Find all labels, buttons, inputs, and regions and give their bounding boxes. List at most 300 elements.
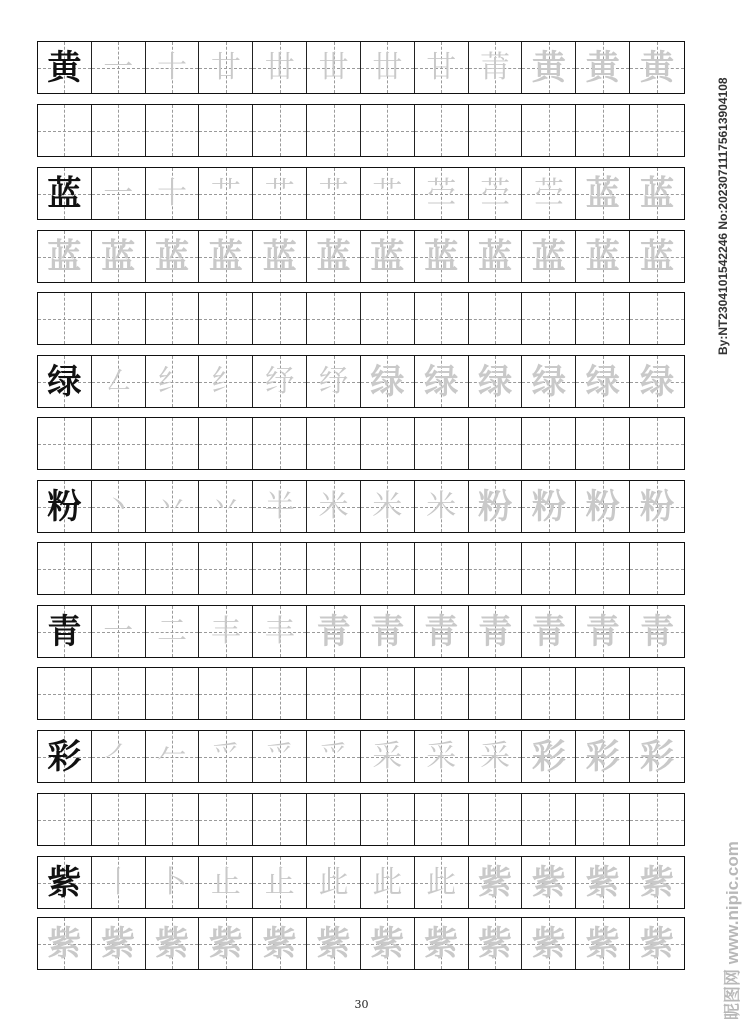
practice-row: [37, 917, 685, 970]
tian-grid-cell: [415, 543, 469, 594]
trace-character: 彩: [640, 736, 675, 777]
trace-character: 粉: [585, 486, 620, 527]
tian-grid-cell: [630, 168, 684, 219]
trace-character: 此: [426, 864, 457, 900]
tian-grid-cell: [307, 293, 361, 344]
tian-grid-cell: [199, 918, 253, 969]
practice-row: [37, 230, 685, 283]
tian-grid-cell: [253, 105, 307, 156]
page-number: 30: [354, 998, 369, 1011]
tian-grid-cell: [307, 794, 361, 845]
trace-character: 爫: [318, 738, 349, 774]
tian-grid-cell: [38, 105, 92, 156]
trace-character: 绿: [531, 361, 566, 402]
tian-grid-cell: [146, 857, 200, 908]
tian-grid-cell: [576, 794, 630, 845]
trace-character: 紫: [47, 923, 82, 964]
trace-character: 纾: [264, 363, 295, 399]
trace-character: 粉: [478, 486, 513, 527]
practice-row: [37, 355, 685, 408]
trace-character: 蓝: [155, 236, 190, 277]
tian-grid-cell: [630, 293, 684, 344]
tian-grid-cell: [469, 606, 523, 657]
tian-grid-cell: [199, 481, 253, 532]
tian-grid-cell: [38, 918, 92, 969]
model-character: 绿: [47, 361, 82, 402]
tian-grid-cell: [361, 543, 415, 594]
tian-grid-cell: [522, 543, 576, 594]
tian-grid-cell: [522, 105, 576, 156]
trace-character: 纟: [157, 363, 188, 399]
tian-grid-cell: [361, 481, 415, 532]
tian-grid-cell: [38, 168, 92, 219]
trace-character: 紫: [208, 923, 243, 964]
tian-grid-cell: [146, 42, 200, 93]
tian-grid-cell: [307, 606, 361, 657]
tian-grid-cell: [92, 42, 146, 93]
tian-grid-cell: [92, 731, 146, 782]
tian-grid-cell: [415, 668, 469, 719]
tian-grid-cell: [415, 293, 469, 344]
trace-character: 采: [372, 738, 403, 774]
trace-character: 艹: [264, 175, 295, 211]
tian-grid-cell: [38, 606, 92, 657]
tian-grid-cell: [576, 918, 630, 969]
practice-row: [37, 605, 685, 658]
tian-grid-cell: [199, 857, 253, 908]
trace-character: 蓝: [208, 236, 243, 277]
practice-row: [37, 104, 685, 157]
tian-grid-cell: [253, 42, 307, 93]
tian-grid-cell: [361, 231, 415, 282]
tian-grid-cell: [576, 418, 630, 469]
trace-character: 一: [103, 613, 134, 649]
tian-grid-cell: [253, 606, 307, 657]
tian-grid-cell: [361, 857, 415, 908]
trace-character: 蓝: [370, 236, 405, 277]
tian-grid-cell: [469, 481, 523, 532]
tian-grid-cell: [253, 356, 307, 407]
trace-character: 丰: [210, 613, 241, 649]
tian-grid-cell: [361, 731, 415, 782]
trace-character: 蓝: [478, 236, 513, 277]
trace-character: ㇜: [103, 363, 134, 399]
tian-grid-cell: [38, 731, 92, 782]
tian-grid-cell: [469, 418, 523, 469]
watermark-id-text: By:NT2304101542246 No:20230711175613904108: [716, 77, 730, 355]
trace-character: 青: [478, 611, 513, 652]
trace-character: 此: [372, 864, 403, 900]
practice-row: [37, 730, 685, 783]
tian-grid-cell: [630, 731, 684, 782]
tian-grid-cell: [576, 356, 630, 407]
trace-character: 丨: [103, 864, 134, 900]
tian-grid-cell: [415, 606, 469, 657]
trace-character: 紫: [370, 923, 405, 964]
tian-grid-cell: [576, 857, 630, 908]
tian-grid-cell: [630, 606, 684, 657]
trace-character: 紫: [478, 862, 513, 903]
tian-grid-cell: [253, 293, 307, 344]
tian-grid-cell: [469, 356, 523, 407]
trace-character: 蓝: [424, 236, 459, 277]
tian-grid-cell: [92, 418, 146, 469]
tian-grid-cell: [92, 857, 146, 908]
practice-row: [37, 41, 685, 94]
tian-grid-cell: [415, 356, 469, 407]
tian-grid-cell: [146, 543, 200, 594]
tian-grid-cell: [576, 731, 630, 782]
tian-grid-cell: [630, 356, 684, 407]
tian-grid-cell: [415, 42, 469, 93]
tian-grid-cell: [146, 418, 200, 469]
tian-grid-cell: [415, 418, 469, 469]
trace-character: 蓝: [47, 236, 82, 277]
trace-character: 紫: [531, 862, 566, 903]
tian-grid-cell: [199, 105, 253, 156]
trace-character: 蓝: [640, 236, 675, 277]
trace-character: 紫: [531, 923, 566, 964]
trace-character: 绿: [585, 361, 620, 402]
tian-grid-cell: [199, 418, 253, 469]
trace-character: 紫: [585, 923, 620, 964]
tian-grid-cell: [199, 293, 253, 344]
trace-character: 一: [103, 49, 134, 85]
tian-grid-cell: [92, 606, 146, 657]
tian-grid-cell: [253, 918, 307, 969]
tian-grid-cell: [361, 168, 415, 219]
tian-grid-cell: [361, 794, 415, 845]
trace-character: 苎: [426, 175, 457, 211]
model-character: 彩: [47, 736, 82, 777]
tian-grid-cell: [415, 481, 469, 532]
model-character: 紫: [47, 862, 82, 903]
tian-grid-cell: [146, 794, 200, 845]
tian-grid-cell: [469, 731, 523, 782]
tian-grid-cell: [522, 168, 576, 219]
trace-character: 彩: [585, 736, 620, 777]
tian-grid-cell: [307, 418, 361, 469]
tian-grid-cell: [522, 606, 576, 657]
tian-grid-cell: [630, 418, 684, 469]
tian-grid-cell: [146, 168, 200, 219]
tian-grid-cell: [253, 543, 307, 594]
tian-grid-cell: [199, 42, 253, 93]
trace-character: 米: [318, 488, 349, 524]
tian-grid-cell: [630, 481, 684, 532]
trace-character: 一: [103, 175, 134, 211]
tian-grid-cell: [522, 794, 576, 845]
trace-character: 黄: [531, 47, 566, 88]
tian-grid-cell: [630, 918, 684, 969]
trace-character: 黄: [585, 47, 620, 88]
tian-grid-cell: [38, 543, 92, 594]
trace-character: 蓝: [101, 236, 136, 277]
tian-grid-cell: [576, 293, 630, 344]
tian-grid-cell: [199, 168, 253, 219]
tian-grid-cell: [361, 918, 415, 969]
trace-character: 止: [210, 864, 241, 900]
tian-grid-cell: [630, 668, 684, 719]
trace-character: 蓝: [316, 236, 351, 277]
tian-grid-cell: [307, 731, 361, 782]
trace-character: 艹: [318, 175, 349, 211]
practice-row: [37, 417, 685, 470]
trace-character: 紫: [640, 923, 675, 964]
tian-grid-cell: [522, 42, 576, 93]
practice-row: [37, 667, 685, 720]
tian-grid-cell: [253, 731, 307, 782]
tian-grid-cell: [146, 293, 200, 344]
trace-character: 蓝: [585, 236, 620, 277]
trace-character: 丗: [264, 49, 295, 85]
tian-grid-cell: [253, 668, 307, 719]
tian-grid-cell: [92, 668, 146, 719]
trace-character: 青: [640, 611, 675, 652]
trace-character: 粉: [531, 486, 566, 527]
model-character: 青: [47, 611, 82, 652]
trace-character: 紫: [640, 862, 675, 903]
trace-character: 绿: [478, 361, 513, 402]
tian-grid-cell: [307, 231, 361, 282]
tian-grid-cell: [361, 356, 415, 407]
tian-grid-cell: [38, 418, 92, 469]
tian-grid-cell: [307, 168, 361, 219]
trace-character: 采: [480, 738, 511, 774]
trace-character: 十: [157, 175, 188, 211]
tian-grid-cell: [92, 293, 146, 344]
practice-row: [37, 167, 685, 220]
tian-grid-cell: [38, 231, 92, 282]
tian-grid-cell: [253, 794, 307, 845]
tian-grid-cell: [253, 418, 307, 469]
practice-row: [37, 542, 685, 595]
model-character: 蓝: [47, 173, 82, 214]
tian-grid-cell: [92, 481, 146, 532]
tian-grid-cell: [253, 168, 307, 219]
trace-character: 𠂉: [157, 738, 188, 774]
tian-grid-cell: [469, 668, 523, 719]
tian-grid-cell: [576, 543, 630, 594]
trace-character: 丶: [103, 488, 134, 524]
tian-grid-cell: [92, 794, 146, 845]
tian-grid-cell: [415, 168, 469, 219]
tian-grid-cell: [522, 293, 576, 344]
trace-character: 蓝: [531, 236, 566, 277]
tian-grid-cell: [92, 105, 146, 156]
tian-grid-cell: [361, 293, 415, 344]
tian-grid-cell: [92, 231, 146, 282]
tian-grid-cell: [307, 42, 361, 93]
tian-grid-cell: [146, 668, 200, 719]
trace-character: 黄: [640, 47, 675, 88]
tian-grid-cell: [576, 606, 630, 657]
tian-grid-cell: [576, 168, 630, 219]
trace-character: 蓝: [640, 173, 675, 214]
tian-grid-cell: [307, 543, 361, 594]
tian-grid-cell: [38, 293, 92, 344]
tian-grid-cell: [630, 543, 684, 594]
tian-grid-cell: [146, 105, 200, 156]
trace-character: 纾: [318, 363, 349, 399]
tian-grid-cell: [361, 42, 415, 93]
practice-row: [37, 856, 685, 909]
tian-grid-cell: [253, 481, 307, 532]
tian-grid-cell: [38, 794, 92, 845]
tian-grid-cell: [415, 794, 469, 845]
tian-grid-cell: [146, 481, 200, 532]
tian-grid-cell: [146, 731, 200, 782]
model-character: 粉: [47, 486, 82, 527]
tian-grid-cell: [630, 42, 684, 93]
tian-grid-cell: [253, 857, 307, 908]
tian-grid-cell: [92, 168, 146, 219]
tian-grid-cell: [469, 794, 523, 845]
tian-grid-cell: [522, 668, 576, 719]
trace-character: 廿: [210, 49, 241, 85]
tian-grid-cell: [469, 293, 523, 344]
trace-character: 二: [157, 613, 188, 649]
tian-grid-cell: [630, 231, 684, 282]
tian-grid-cell: [469, 105, 523, 156]
tian-grid-cell: [92, 543, 146, 594]
watermark-site-text: 昵图网 www.nipic.com: [723, 841, 742, 1020]
trace-character: 艹: [372, 175, 403, 211]
tian-grid-cell: [92, 918, 146, 969]
trace-character: 绿: [424, 361, 459, 402]
tian-grid-cell: [38, 668, 92, 719]
practice-row: [37, 793, 685, 846]
tian-grid-cell: [630, 857, 684, 908]
tian-grid-cell: [146, 918, 200, 969]
trace-character: 艹: [210, 175, 241, 211]
trace-character: 紫: [478, 923, 513, 964]
trace-character: 绿: [370, 361, 405, 402]
trace-character: 紫: [262, 923, 297, 964]
tian-grid-cell: [576, 105, 630, 156]
tian-grid-cell: [199, 668, 253, 719]
tian-grid-cell: [307, 918, 361, 969]
trace-character: 止: [264, 864, 295, 900]
practice-row: [37, 480, 685, 533]
tian-grid-cell: [199, 231, 253, 282]
trace-character: 紫: [316, 923, 351, 964]
trace-character: 苎: [533, 175, 564, 211]
tian-grid-cell: [92, 356, 146, 407]
tian-grid-cell: [307, 105, 361, 156]
tian-grid-cell: [38, 857, 92, 908]
tian-grid-cell: [146, 231, 200, 282]
tian-grid-cell: [199, 731, 253, 782]
tian-grid-cell: [415, 231, 469, 282]
model-character: 黄: [47, 47, 82, 88]
trace-character: 绿: [640, 361, 675, 402]
trace-character: 丰: [264, 613, 295, 649]
tian-grid-cell: [307, 668, 361, 719]
tian-grid-cell: [522, 356, 576, 407]
tian-grid-cell: [469, 918, 523, 969]
tian-grid-cell: [522, 418, 576, 469]
trace-character: 米: [426, 488, 457, 524]
tian-grid-cell: [576, 668, 630, 719]
trace-character: 青: [585, 611, 620, 652]
trace-character: 莆: [480, 49, 511, 85]
trace-character: 青: [370, 611, 405, 652]
tian-grid-cell: [38, 42, 92, 93]
trace-character: 紫: [424, 923, 459, 964]
tian-grid-cell: [199, 794, 253, 845]
tian-grid-cell: [522, 857, 576, 908]
tian-grid-cell: [469, 168, 523, 219]
tian-grid-cell: [38, 356, 92, 407]
trace-character: 纟: [210, 363, 241, 399]
tian-grid-cell: [199, 356, 253, 407]
trace-character: 丗: [372, 49, 403, 85]
trace-character: 青: [316, 611, 351, 652]
trace-character: 卜: [157, 864, 188, 900]
tian-grid-cell: [146, 356, 200, 407]
trace-character: 甘: [426, 49, 457, 85]
tian-grid-cell: [469, 42, 523, 93]
trace-character: 米: [372, 488, 403, 524]
tian-grid-cell: [522, 231, 576, 282]
trace-character: 青: [424, 611, 459, 652]
tian-grid-cell: [469, 857, 523, 908]
tian-grid-cell: [415, 105, 469, 156]
trace-character: 紫: [101, 923, 136, 964]
tian-grid-cell: [146, 606, 200, 657]
tian-grid-cell: [522, 918, 576, 969]
tian-grid-cell: [307, 481, 361, 532]
tian-grid-cell: [415, 731, 469, 782]
tian-grid-cell: [630, 105, 684, 156]
tian-grid-cell: [307, 356, 361, 407]
trace-character: 紫: [155, 923, 190, 964]
tian-grid-cell: [415, 918, 469, 969]
tian-grid-cell: [522, 481, 576, 532]
tian-grid-cell: [630, 794, 684, 845]
trace-character: 爫: [210, 738, 241, 774]
trace-character: 青: [531, 611, 566, 652]
tian-grid-cell: [469, 543, 523, 594]
tian-grid-cell: [361, 606, 415, 657]
tian-grid-cell: [361, 105, 415, 156]
tian-grid-cell: [576, 42, 630, 93]
trace-character: 丗: [318, 49, 349, 85]
trace-character: 此: [318, 864, 349, 900]
trace-character: 苎: [480, 175, 511, 211]
trace-character: 爫: [264, 738, 295, 774]
trace-character: 粉: [640, 486, 675, 527]
tian-grid-cell: [253, 231, 307, 282]
tian-grid-cell: [576, 481, 630, 532]
trace-character: 十: [157, 49, 188, 85]
trace-character: 蓝: [262, 236, 297, 277]
practice-row: [37, 292, 685, 345]
trace-character: 丷: [157, 488, 188, 524]
tian-grid-cell: [576, 231, 630, 282]
tian-grid-cell: [199, 543, 253, 594]
tian-grid-cell: [361, 668, 415, 719]
trace-character: 彩: [531, 736, 566, 777]
tian-grid-cell: [38, 481, 92, 532]
trace-character: ㇒: [103, 738, 134, 774]
tian-grid-cell: [307, 857, 361, 908]
trace-character: 半: [264, 488, 295, 524]
tian-grid-cell: [361, 418, 415, 469]
trace-character: 紫: [585, 862, 620, 903]
tian-grid-cell: [469, 231, 523, 282]
